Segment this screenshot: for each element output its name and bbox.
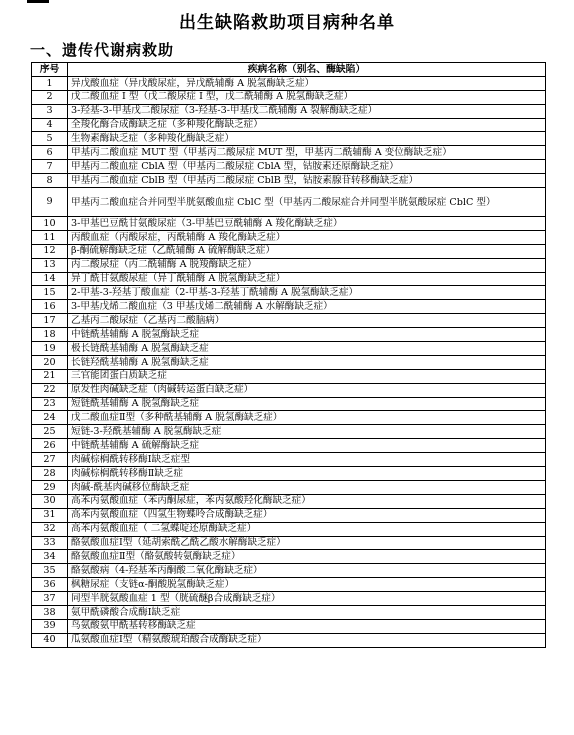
row-disease-name: β-酮硫解酶缺乏症（乙酰辅酶 A 硫解酶缺乏症） xyxy=(68,244,546,258)
row-disease-name: 酪氨酸病（4-羟基苯丙酮酸二氧化酶缺乏症） xyxy=(68,564,546,578)
row-disease-name: 丙酸血症（丙酸尿症，丙酰辅酶 A 羧化酶缺乏症） xyxy=(68,230,546,244)
row-disease-name: 3-甲基戊烯二酸血症（3 甲基戊烯二酰辅酶 A 水解酶缺乏症） xyxy=(68,300,546,314)
table-row xyxy=(32,90,546,104)
row-index: 6 xyxy=(32,146,68,160)
page-top-mark xyxy=(27,0,49,3)
row-index: 21 xyxy=(32,369,68,383)
table-row xyxy=(32,118,546,132)
row-disease-name: 酪氨酸血症Ⅰ型（延胡索酰乙酰乙酸水解酶缺乏症） xyxy=(68,536,546,550)
row-index: 25 xyxy=(32,425,68,439)
row-index: 1 xyxy=(32,76,68,90)
row-disease-name: 乙基丙二酸尿症（乙基丙二酸脑病） xyxy=(68,314,546,328)
table-row xyxy=(32,146,546,160)
row-index: 29 xyxy=(32,480,68,494)
row-disease-name: 生物素酶缺乏症（多种羧化酶缺乏症） xyxy=(68,132,546,146)
row-disease-name: 丙二酸尿症（丙二酰辅酶 A 脱羧酶缺乏症） xyxy=(68,258,546,272)
table-row xyxy=(32,397,546,411)
row-disease-name: 枫糖尿症（支链α-酮酸脱氢酶缺乏症） xyxy=(68,578,546,592)
row-index: 27 xyxy=(32,453,68,467)
row-disease-name: 肉碱棕榈酰转移酶Ⅰ缺乏症型 xyxy=(68,453,546,467)
table-row xyxy=(32,76,546,90)
row-disease-name: 异丁酰甘氨酸尿症（异丁酰辅酶 A 脱氢酶缺乏症） xyxy=(68,272,546,286)
row-disease-name: 肉碱-酰基肉碱移位酶缺乏症 xyxy=(68,480,546,494)
row-index: 11 xyxy=(32,230,68,244)
row-disease-name: 2-甲基-3-羟基丁酸血症（2-甲基-3-羟基丁酰辅酶 A 脱氢酶缺乏症） xyxy=(68,286,546,300)
row-disease-name: 戊二酸血症 I 型（戊二酸尿症 I 型，戊二酰辅酶 A 脱氢酶缺乏症） xyxy=(68,90,546,104)
table-row xyxy=(32,328,546,342)
row-index: 20 xyxy=(32,355,68,369)
table-row xyxy=(32,522,546,536)
section-heading: 一、遗传代谢病救助 xyxy=(30,41,175,59)
row-disease-name: 异戊酸血症（异戊酸尿症，异戊酰辅酶 A 脱氢酶缺乏症） xyxy=(68,76,546,90)
table-row xyxy=(32,132,546,146)
row-disease-name: 全羧化酶合成酶缺乏症（多种羧化酶缺乏症） xyxy=(68,118,546,132)
row-index: 19 xyxy=(32,342,68,356)
row-index: 9 xyxy=(32,188,68,217)
row-disease-name: 瓜氨酸血症Ⅰ型（精氨酸琥珀酸合成酶缺乏症） xyxy=(68,633,546,647)
row-index: 31 xyxy=(32,508,68,522)
row-index: 36 xyxy=(32,578,68,592)
row-disease-name: 甲基丙二酸血症 CblB 型（甲基丙二酸尿症 CblB 型，钴胺素腺苷转移酶缺乏症） xyxy=(68,174,546,188)
row-disease-name: 中链酰基辅酶 A 硫解酶缺乏症 xyxy=(68,439,546,453)
row-disease-name: 同型半胱氨酸血症 1 型（胱硫醚β合成酶缺乏症） xyxy=(68,592,546,606)
table-row xyxy=(32,230,546,244)
table-row xyxy=(32,258,546,272)
table-row xyxy=(32,314,546,328)
table-row xyxy=(32,411,546,425)
row-disease-name: 3-羟基-3-甲基戊二酸尿症（3-羟基-3-甲基戊二酰辅酶 A 裂解酶缺乏症） xyxy=(68,104,546,118)
row-index: 40 xyxy=(32,633,68,647)
table-row xyxy=(32,369,546,383)
row-index: 16 xyxy=(32,300,68,314)
row-index: 10 xyxy=(32,217,68,231)
table-row xyxy=(32,578,546,592)
table-row xyxy=(32,480,546,494)
row-index: 38 xyxy=(32,605,68,619)
row-disease-name: 戊二酸血症Ⅱ型（多种酰基辅酶 A 脱氢酶缺乏症） xyxy=(68,411,546,425)
page-title: 出生缺陷救助项目病种名单 xyxy=(179,13,395,33)
table-row xyxy=(32,605,546,619)
row-disease-name: 短链酰基辅酶 A 脱氢酶缺乏症 xyxy=(68,397,546,411)
row-index: 14 xyxy=(32,272,68,286)
table-row xyxy=(32,174,546,188)
row-index: 15 xyxy=(32,286,68,300)
row-disease-name: 甲基丙二酸血症 CblA 型（甲基丙二酸尿症 CblA 型，钴胺素还原酶缺乏症） xyxy=(68,160,546,174)
row-disease-name: 三官能团蛋白质缺乏症 xyxy=(68,369,546,383)
table-row xyxy=(32,272,546,286)
table-row xyxy=(32,160,546,174)
table-header-row xyxy=(32,63,546,77)
table-row xyxy=(32,300,546,314)
column-header-disease-name: 疾病名称（别名、酶缺陷） xyxy=(68,63,546,77)
row-index: 33 xyxy=(32,536,68,550)
table-row xyxy=(32,564,546,578)
row-index: 7 xyxy=(32,160,68,174)
disease-table xyxy=(31,62,546,648)
row-index: 30 xyxy=(32,494,68,508)
table-row xyxy=(32,355,546,369)
row-index: 26 xyxy=(32,439,68,453)
row-disease-name: 甲基丙二酸血症合并同型半胱氨酸血症 CblC 型（甲基丙二酸尿症合并同型半胱氨酸尿症 CblC 型） xyxy=(68,188,546,217)
row-disease-name: 氨甲酰磷酸合成酶Ⅰ缺乏症 xyxy=(68,605,546,619)
table-row xyxy=(32,425,546,439)
table-row xyxy=(32,188,546,217)
table-row xyxy=(32,244,546,258)
row-index: 13 xyxy=(32,258,68,272)
row-index: 5 xyxy=(32,132,68,146)
table-row xyxy=(32,550,546,564)
table-row xyxy=(32,536,546,550)
row-index: 37 xyxy=(32,592,68,606)
table-row xyxy=(32,467,546,481)
table-row xyxy=(32,342,546,356)
table-row xyxy=(32,619,546,633)
row-disease-name: 鸟氨酸氨甲酰基转移酶缺乏症 xyxy=(68,619,546,633)
row-disease-name: 极长链酰基辅酶 A 脱氢酶缺乏症 xyxy=(68,342,546,356)
table-row xyxy=(32,104,546,118)
row-index: 32 xyxy=(32,522,68,536)
row-index: 8 xyxy=(32,174,68,188)
table-row xyxy=(32,383,546,397)
column-header-index: 序号 xyxy=(32,63,68,77)
table-row xyxy=(32,508,546,522)
table-row xyxy=(32,633,546,647)
row-index: 23 xyxy=(32,397,68,411)
row-disease-name: 高苯丙氨酸血症（四氢生物蝶呤合成酶缺乏症） xyxy=(68,508,546,522)
row-index: 22 xyxy=(32,383,68,397)
table-row xyxy=(32,592,546,606)
row-disease-name: 原发性肉碱缺乏症（肉碱转运蛋白缺乏症） xyxy=(68,383,546,397)
row-index: 3 xyxy=(32,104,68,118)
row-disease-name: 3-甲基巴豆酰甘氨酸尿症（3-甲基巴豆酰辅酶 A 羧化酶缺乏症） xyxy=(68,217,546,231)
row-disease-name: 甲基丙二酸血症 MUT 型（甲基丙二酸尿症 MUT 型，甲基丙二酰辅酶 A 变位酶缺乏症） xyxy=(68,146,546,160)
row-disease-name: 酪氨酸血症Ⅱ型（酪氨酸转氨酶缺乏症） xyxy=(68,550,546,564)
row-disease-name: 肉碱棕榈酰转移酶Ⅱ缺乏症 xyxy=(68,467,546,481)
row-index: 28 xyxy=(32,467,68,481)
row-index: 12 xyxy=(32,244,68,258)
row-disease-name: 中链酰基辅酶 A 脱氢酶缺乏症 xyxy=(68,328,546,342)
row-disease-name: 长链羟酰基辅酶 A 脱氢酶缺乏症 xyxy=(68,355,546,369)
row-index: 4 xyxy=(32,118,68,132)
row-index: 2 xyxy=(32,90,68,104)
table-row xyxy=(32,217,546,231)
row-index: 34 xyxy=(32,550,68,564)
row-index: 35 xyxy=(32,564,68,578)
row-index: 17 xyxy=(32,314,68,328)
row-disease-name: 高苯丙氨酸血症（苯丙酮尿症，苯丙氨酸羟化酶缺乏症） xyxy=(68,494,546,508)
row-index: 18 xyxy=(32,328,68,342)
table-row xyxy=(32,439,546,453)
table-row xyxy=(32,453,546,467)
row-index: 24 xyxy=(32,411,68,425)
row-index: 39 xyxy=(32,619,68,633)
row-disease-name: 短链-3-羟酰基辅酶 A 脱氢酶缺乏症 xyxy=(68,425,546,439)
table-row xyxy=(32,494,546,508)
table-row xyxy=(32,286,546,300)
row-disease-name: 高苯丙氨酸血症（ 二氢蝶啶还原酶缺乏症） xyxy=(68,522,546,536)
